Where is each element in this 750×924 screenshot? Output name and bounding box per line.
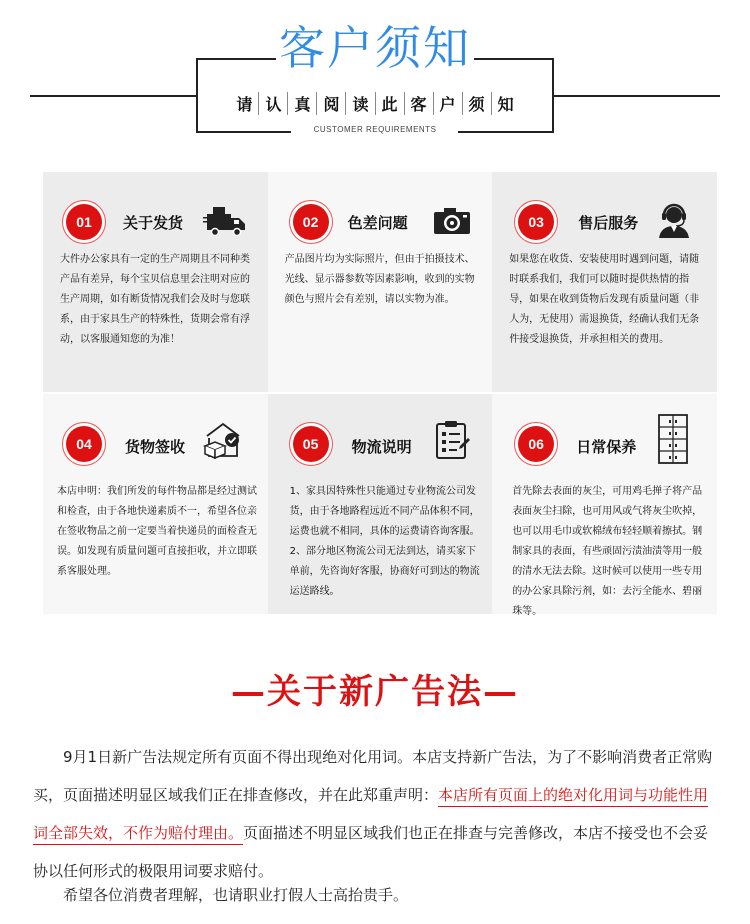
card-number: 01 xyxy=(66,204,102,240)
card-maintenance xyxy=(492,394,717,617)
ad-law-closing xyxy=(33,876,723,914)
card-title: 物流说明 xyxy=(351,438,412,456)
header-frame-top-left xyxy=(196,58,276,60)
ad-law-title: —关于新广告法— xyxy=(231,672,519,712)
cabinet-icon xyxy=(658,414,688,464)
header-subtitle-char: 户 xyxy=(433,92,462,115)
card-body: 本店申明：我们所发的每件物品都是经过测试和检查，由于各地快递素质不一，希望各位亲在签收物品之前一定要当着快递员的面检查无误。如发现有质量问题可直接拒收，并立即联系客服处理。 xyxy=(57,486,257,577)
clipboard-icon xyxy=(434,420,470,460)
card-body: 1、家具因特殊性只能通过专业物流公司发货，由于各地路程远近不同产品体积不同，运费也就不相同，具体的运费请咨询客服。 2、部分地区物流公司无法到达，请买家下单前，先咨询好客服，协商好可到达的物流运送路线。 xyxy=(289,486,480,597)
card-title: 售后服务 xyxy=(578,214,639,232)
ad-law-highlight: 本店所有页面上的绝对化用词与功能性用词全部失效，不作为赔付理由。 xyxy=(33,786,708,845)
card-number: 05 xyxy=(293,426,329,462)
card-number: 04 xyxy=(66,426,102,462)
card-number: 03 xyxy=(518,204,554,240)
card-shipping xyxy=(43,172,268,392)
card-title: 日常保养 xyxy=(576,438,637,456)
ad-law-text: 9月1日新广告法规定所有页面不得出现绝对化用词。本店支持新广告法，为了不影响消费者正常购买，页面描述明显区域我们正在排查修改，并在此郑重声明： xyxy=(33,748,713,804)
customer-service-icon xyxy=(656,202,692,238)
card-title: 货物签收 xyxy=(125,438,186,456)
ad-law-paragraph xyxy=(33,738,723,890)
card-body: 首先除去表面的灰尘，可用鸡毛掸子将产品表面灰尘扫除，也可用风或气将灰尘吹掉，也可以用毛巾或软棉绒布轻轻顺着擦拭。钢制家具的表面，有些顽固污渍油渍等用一般的清水无法去除。这时候可以使用一些专用的办公家具除污剂，如：去污全能水、碧丽珠等。 xyxy=(512,486,703,617)
card-body: 产品图片均为实际照片，但由于拍摄技术、光线、显示器参数等因素影响，收到的实物颜色与照片会有差别，请以实物为准。 xyxy=(284,254,475,305)
card-title: 关于发货 xyxy=(123,214,184,232)
header-subtitle-en: CUSTOMER REQUIREMENTS xyxy=(313,125,437,134)
ad-law-text-end: 页面描述不明显区域我们也正在排查与完善修改，本店不接受也不会妥协以任何形式的极限用词要求赔付。 xyxy=(33,824,709,880)
ad-law-closing-text: 希望各位消费者理解，也请职业打假人士高抬贵手。 xyxy=(63,886,409,904)
camera-icon xyxy=(432,206,472,236)
header-frame-top-right xyxy=(474,58,554,60)
header-subtitle-char: 客 xyxy=(404,92,433,115)
card-after-sales xyxy=(492,172,717,392)
card-title: 色差问题 xyxy=(347,214,408,232)
header-subtitle-char: 真 xyxy=(287,92,316,115)
card-logistics xyxy=(268,394,493,614)
card-number: 06 xyxy=(518,426,554,462)
header-subtitle-char: 此 xyxy=(375,92,404,115)
page-title: 客户须知 xyxy=(279,21,471,75)
card-body: 大件办公家具有一定的生产周期且不同种类产品有差异，每个宝贝信息里会注明对应的生产周期，如有断货情况我们会及时与您联系，由于家具生产的特殊性，货期会常有浮动，以客服通知您的为准！ xyxy=(60,254,250,345)
header-subtitle-char: 知 xyxy=(491,92,520,115)
header-subtitle-char: 认 xyxy=(258,92,287,115)
header-subtitle-char: 读 xyxy=(345,92,374,115)
card-body: 如果您在收货、安装使用时遇到问题，请随时联系我们，我们可以随时提供热情的指导，如果在收到货物后发现有质量问题（非人为，无使用）需退换货，经确认我们无条件接受退换货，并承担相关的费用。 xyxy=(509,254,700,345)
notice-grid xyxy=(43,172,717,617)
card-color-difference xyxy=(268,172,493,392)
truck-icon xyxy=(203,204,247,238)
header-subtitle-char: 须 xyxy=(462,92,491,115)
package-check-icon xyxy=(201,418,245,462)
header-subtitle xyxy=(0,92,750,115)
card-receipt xyxy=(43,394,268,614)
card-number: 02 xyxy=(293,204,329,240)
header-subtitle-char: 阅 xyxy=(316,92,345,115)
header-subtitle-char: 请 xyxy=(236,95,253,114)
